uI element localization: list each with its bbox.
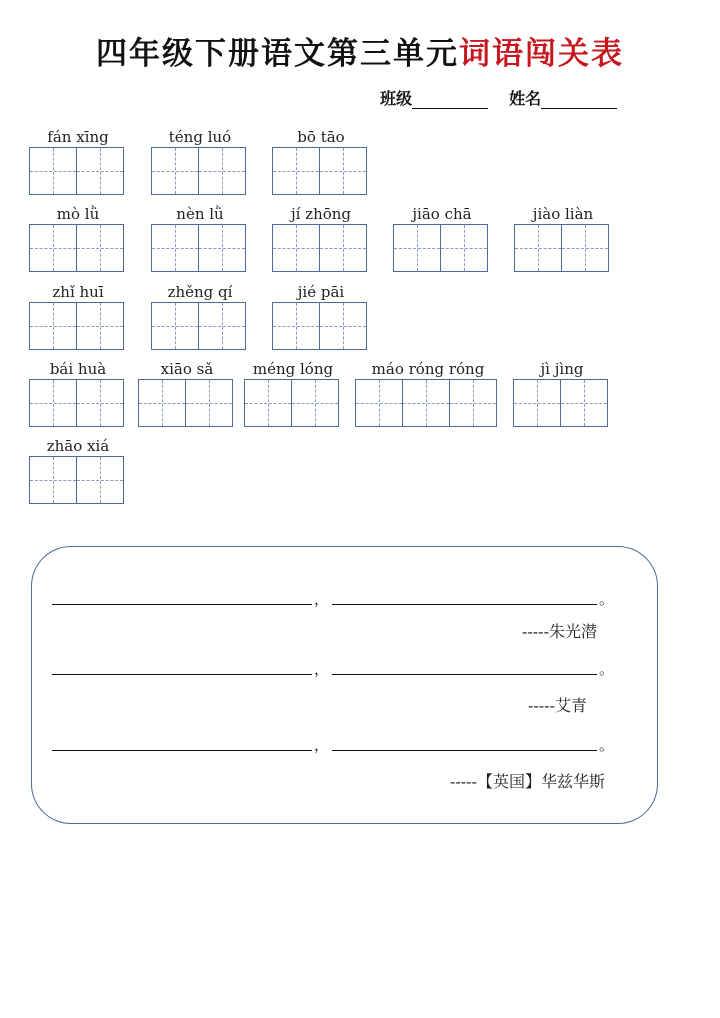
quote-blank-first[interactable]	[52, 750, 312, 751]
quote-blank-second[interactable]	[332, 604, 597, 605]
tianzige-cell[interactable]	[319, 302, 367, 350]
tianzige-cell[interactable]	[449, 379, 497, 427]
tianzige-cell[interactable]	[151, 147, 199, 195]
writing-grid[interactable]	[244, 379, 339, 427]
pinyin-label: jí zhōng	[290, 205, 352, 223]
pinyin-label: zhāo xiá	[46, 437, 110, 455]
pinyin-label: jiāo chā	[412, 205, 472, 223]
tianzige-cell[interactable]	[198, 147, 246, 195]
pinyin-label: fán xīng	[47, 128, 109, 146]
pinyin-label: jì jìng	[540, 360, 584, 378]
pinyin-label: méng lóng	[252, 360, 334, 378]
pinyin-label: zhěng qí	[167, 283, 233, 301]
tianzige-cell[interactable]	[291, 379, 339, 427]
writing-grid[interactable]	[393, 224, 488, 272]
writing-grid[interactable]	[514, 224, 609, 272]
writing-grid[interactable]	[513, 379, 608, 427]
pinyin-label: jié pāi	[297, 283, 345, 301]
tianzige-cell[interactable]	[514, 224, 562, 272]
comma-mark: ，	[314, 660, 330, 678]
tianzige-cell[interactable]	[29, 302, 77, 350]
class-blank[interactable]	[412, 90, 488, 109]
writing-grid[interactable]	[29, 456, 124, 504]
pinyin-label: máo róng róng	[371, 360, 485, 378]
tianzige-cell[interactable]	[319, 224, 367, 272]
writing-grid[interactable]	[272, 147, 367, 195]
writing-grid[interactable]	[355, 379, 497, 427]
class-label: 班级	[380, 89, 413, 108]
pinyin-label: bái huà	[49, 360, 107, 378]
tianzige-cell[interactable]	[272, 302, 320, 350]
tianzige-cell[interactable]	[402, 379, 450, 427]
writing-grid[interactable]	[272, 302, 367, 350]
writing-grid[interactable]	[29, 302, 124, 350]
tianzige-cell[interactable]	[151, 302, 199, 350]
tianzige-cell[interactable]	[76, 224, 124, 272]
quote-blank-first[interactable]	[52, 674, 312, 675]
pinyin-label: zhǐ huī	[52, 283, 104, 301]
tianzige-cell[interactable]	[198, 302, 246, 350]
pinyin-label: téng luó	[168, 128, 232, 146]
title-highlight: 词语闯关表	[459, 36, 624, 72]
tianzige-cell[interactable]	[198, 224, 246, 272]
quote-fill-box	[31, 546, 658, 824]
class-name-fields	[380, 86, 680, 109]
quote-line-2	[52, 651, 615, 678]
writing-grid[interactable]	[29, 224, 124, 272]
tianzige-cell[interactable]	[29, 224, 77, 272]
pinyin-label: jiào liàn	[532, 205, 594, 223]
tianzige-cell[interactable]	[561, 224, 609, 272]
pinyin-label: nèn lǜ	[176, 205, 224, 223]
tianzige-cell[interactable]	[29, 379, 77, 427]
comma-mark: ，	[314, 736, 330, 754]
pinyin-label: mò lǜ	[56, 205, 100, 223]
pinyin-label: bō tāo	[297, 128, 345, 146]
tianzige-cell[interactable]	[76, 456, 124, 504]
quote-blank-second[interactable]	[332, 674, 597, 675]
name-label: 姓名	[509, 89, 542, 108]
pinyin-label: xiāo sǎ	[160, 360, 214, 378]
writing-grid[interactable]	[29, 379, 124, 427]
tianzige-cell[interactable]	[76, 302, 124, 350]
tianzige-cell[interactable]	[355, 379, 403, 427]
quote-line-3	[52, 727, 615, 754]
tianzige-cell[interactable]	[393, 224, 441, 272]
quote-author-1: -----朱光潜	[521, 622, 597, 641]
quote-author-2: -----艾青	[527, 696, 587, 715]
writing-grid[interactable]	[151, 147, 246, 195]
tianzige-cell[interactable]	[244, 379, 292, 427]
tianzige-cell[interactable]	[272, 147, 320, 195]
writing-grid[interactable]	[151, 302, 246, 350]
period-mark: 。	[599, 590, 615, 608]
quote-blank-second[interactable]	[332, 750, 597, 751]
page-title	[0, 30, 720, 78]
tianzige-cell[interactable]	[513, 379, 561, 427]
tianzige-cell[interactable]	[440, 224, 488, 272]
period-mark: 。	[599, 660, 615, 678]
tianzige-cell[interactable]	[185, 379, 233, 427]
tianzige-cell[interactable]	[560, 379, 608, 427]
writing-grid[interactable]	[272, 224, 367, 272]
tianzige-cell[interactable]	[29, 147, 77, 195]
tianzige-cell[interactable]	[76, 379, 124, 427]
tianzige-cell[interactable]	[272, 224, 320, 272]
tianzige-cell[interactable]	[29, 456, 77, 504]
tianzige-cell[interactable]	[319, 147, 367, 195]
quote-blank-first[interactable]	[52, 604, 312, 605]
quote-author-3: -----【英国】华兹华斯	[449, 772, 605, 791]
writing-grid[interactable]	[151, 224, 246, 272]
period-mark: 。	[599, 736, 615, 754]
tianzige-cell[interactable]	[76, 147, 124, 195]
quote-line-1	[52, 581, 615, 608]
title-main: 四年级下册语文第三单元	[96, 36, 459, 72]
writing-grid[interactable]	[29, 147, 124, 195]
tianzige-cell[interactable]	[151, 224, 199, 272]
name-blank[interactable]	[541, 90, 617, 109]
comma-mark: ，	[314, 590, 330, 608]
tianzige-cell[interactable]	[138, 379, 186, 427]
writing-grid[interactable]	[138, 379, 233, 427]
